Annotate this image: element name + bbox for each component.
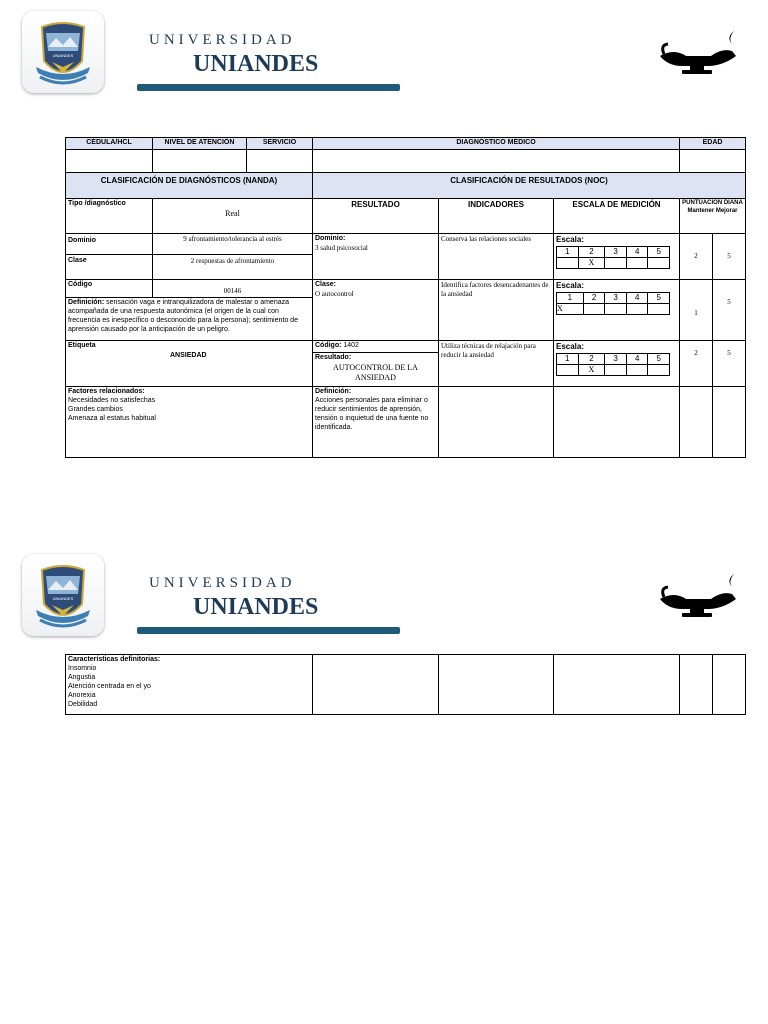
etiqueta-cell xyxy=(66,340,313,386)
scale-grid-2 xyxy=(556,292,670,315)
score-mantener-1: 2 xyxy=(680,233,713,279)
scale-mark-cell xyxy=(626,365,648,376)
scale-number: 5 xyxy=(648,247,670,258)
score-mejorar-2: 5 xyxy=(713,279,746,340)
noc-dominio-value: 3 salud psicosocial xyxy=(315,243,368,252)
header-cedula: CÉDULA/HCL xyxy=(66,138,153,150)
definicion-label: Definición: xyxy=(68,298,105,306)
scale-mark-cell xyxy=(648,258,670,269)
scale-number: 4 xyxy=(626,247,648,258)
scale-number: 5 xyxy=(648,354,670,365)
definicion-cell xyxy=(66,297,313,340)
indicadores-header: INDICADORES xyxy=(439,198,554,233)
noc-resultado-value: AUTOCONTROL DE LA ANSIEDAD xyxy=(333,362,418,383)
caracteristicas-label: Características definitorias: xyxy=(68,656,161,663)
codigo-value: 00146 xyxy=(153,279,313,297)
servicio-value-cell xyxy=(247,149,313,172)
indicador-2: Identifica factores desencadenantes de la ansiedad xyxy=(439,279,554,340)
noc-definicion-label: Definición: xyxy=(315,387,352,395)
scale-number: 1 xyxy=(557,354,579,365)
dominio-label: Dominio xyxy=(66,233,153,254)
noc-codigo-cell xyxy=(313,340,439,352)
scale-mark-cell xyxy=(605,258,627,269)
score-mejorar-1: 5 xyxy=(713,233,746,279)
escala-label-2: Escala: xyxy=(556,280,585,290)
caracteristica-item: Angustia xyxy=(68,673,96,681)
factores-label: Factores relacionados: xyxy=(68,387,145,395)
scale-number: 3 xyxy=(605,354,627,365)
scale-mark-cell xyxy=(626,258,648,269)
noc-definicion-value: Acciones personales para eliminar o reducir sentimientos de aprensión, tensión o inquietud de una fuente no identificada. xyxy=(315,396,429,431)
svg-text:UNIANDES: UNIANDES xyxy=(52,596,74,601)
header-diagnostico-medico: DIAGNÓSTICO MÉDICO xyxy=(313,138,680,150)
noc-definicion-cell xyxy=(313,386,439,457)
definicion-value: sensación vaga e intranquilizadora de malestar o amenaza acompañada de una respuesta autonómica (el origen de la cual con frecuencia es inespecífico o desconocido para la persona); sentimiento de aprensión causado por la anticipación de un peligro. xyxy=(68,298,298,333)
scale-number: 2 xyxy=(583,293,605,304)
indicador-3: Utiliza técnicas de relajación para reducir la ansiedad xyxy=(439,340,554,386)
clase-label: Clase xyxy=(66,254,153,279)
score-mantener-3: 2 xyxy=(680,340,713,386)
scale-mark-cell xyxy=(605,365,627,376)
noc-clase-value: O autocontrol xyxy=(315,289,354,298)
codigo-label: Código xyxy=(66,279,153,297)
nursing-care-plan-table xyxy=(65,137,746,458)
score-mantener-2: 1 xyxy=(680,279,713,340)
lamp-icon xyxy=(656,29,740,82)
lamp-icon xyxy=(656,572,740,625)
scale-number: 4 xyxy=(626,293,648,304)
tipo-diagnostico-value: Real xyxy=(153,198,313,233)
scale-number: 3 xyxy=(605,247,627,258)
escala-label-1: Escala: xyxy=(556,234,585,244)
scale-number: 2 xyxy=(578,354,605,365)
nanda-section-title: CLASIFICACIÓN DE DIAGNÓSTICOS (NANDA) xyxy=(66,172,313,198)
empty-cell xyxy=(439,655,554,715)
university-name: UNIANDES xyxy=(193,594,319,620)
cedula-value-cell xyxy=(66,149,153,172)
escala-cell-3 xyxy=(554,340,680,386)
scale-number: 1 xyxy=(557,247,579,258)
noc-codigo-label: Código: xyxy=(315,341,342,349)
header-servicio: SERVICIO xyxy=(247,138,313,150)
scale-number: 5 xyxy=(648,293,670,304)
tipo-diagnostico-label: Tipo /diagnóstico xyxy=(66,198,153,233)
factor-item: Amenaza al estatus habitual xyxy=(68,414,156,422)
empty-cell xyxy=(313,655,439,715)
puntuacion-diana-header: PUNTUACION DIANA Mantener Mejorar xyxy=(680,198,746,233)
scale-number: 4 xyxy=(626,354,648,365)
empty-cell xyxy=(554,386,680,457)
scale-number: 2 xyxy=(578,247,605,258)
scale-number: 1 xyxy=(557,293,584,304)
escala-cell-1 xyxy=(554,233,680,279)
caracteristica-item: Insomnio xyxy=(68,664,97,672)
etiqueta-label: Etiqueta xyxy=(68,341,96,349)
dominio-value: 9 afrontamiento/tolerancia al estrés xyxy=(153,233,313,254)
scale-mark-cell xyxy=(557,258,579,269)
noc-dominio-cell xyxy=(313,233,439,279)
noc-resultado-cell xyxy=(313,352,439,386)
escala-medicion-header: ESCALA DE MEDICIÓN xyxy=(554,198,680,233)
noc-resultado-label: Resultado: xyxy=(315,353,352,361)
scale-grid-1 xyxy=(556,246,670,269)
resultado-header: RESULTADO xyxy=(313,198,439,233)
noc-dominio-label: Dominio: xyxy=(315,234,346,242)
university-crest-logo xyxy=(22,11,104,93)
score-mejorar-3: 5 xyxy=(713,340,746,386)
factor-item: Grandes cambios xyxy=(68,405,123,413)
caracteristica-item: Anorexia xyxy=(68,691,96,699)
scale-mark: X xyxy=(578,365,605,376)
empty-cell xyxy=(713,386,746,457)
factores-cell xyxy=(66,386,313,457)
clase-value: 2 respuestas de afrontamiento xyxy=(153,254,313,279)
caracteristicas-cell xyxy=(66,655,313,715)
noc-section-title: CLASIFICACIÓN DE RESULTADOS (NOC) xyxy=(313,172,746,198)
noc-clase-label: Clase: xyxy=(315,280,337,288)
noc-clase-cell xyxy=(313,279,439,340)
escala-label-3: Escala: xyxy=(556,341,585,351)
empty-cell xyxy=(713,655,746,715)
empty-cell xyxy=(439,386,554,457)
university-label: UNIVERSIDAD xyxy=(149,575,296,591)
etiqueta-value: ANSIEDAD xyxy=(170,351,207,359)
nursing-care-plan-table-continued xyxy=(65,654,746,715)
caracteristica-item: Atención centrada en el yo xyxy=(68,682,151,690)
nivel-value-cell xyxy=(153,149,247,172)
caracteristica-item: Debilidad xyxy=(68,700,98,708)
header-divider-bar xyxy=(137,84,400,91)
noc-codigo-value: 1402 xyxy=(341,341,359,349)
edad-value-cell xyxy=(680,149,746,172)
scale-mark: X xyxy=(557,304,584,315)
factor-item: Necesidades no satisfechas xyxy=(68,396,156,404)
svg-text:UNIANDES: UNIANDES xyxy=(52,53,74,58)
university-crest-logo xyxy=(22,554,104,636)
escala-cell-2 xyxy=(554,279,680,340)
scale-mark-cell xyxy=(557,365,579,376)
header-divider-bar xyxy=(137,627,400,634)
scale-mark-cell xyxy=(605,304,627,315)
scale-mark-cell xyxy=(648,304,670,315)
empty-cell xyxy=(680,386,713,457)
scale-mark-cell xyxy=(583,304,605,315)
scale-number: 3 xyxy=(605,293,627,304)
empty-cell xyxy=(554,655,680,715)
scale-mark: X xyxy=(578,258,605,269)
scale-mark-cell xyxy=(648,365,670,376)
scale-grid-3 xyxy=(556,353,670,376)
empty-cell xyxy=(680,655,713,715)
diagnostico-value-cell xyxy=(313,149,680,172)
indicador-1: Conserva las relaciones sociales xyxy=(439,233,554,279)
scale-mark-cell xyxy=(626,304,648,315)
university-name: UNIANDES xyxy=(193,51,319,77)
header-edad: EDAD xyxy=(680,138,746,150)
university-label: UNIVERSIDAD xyxy=(149,32,296,48)
header-nivel-atencion: NIVEL DE ATENCIÓN xyxy=(153,138,247,150)
